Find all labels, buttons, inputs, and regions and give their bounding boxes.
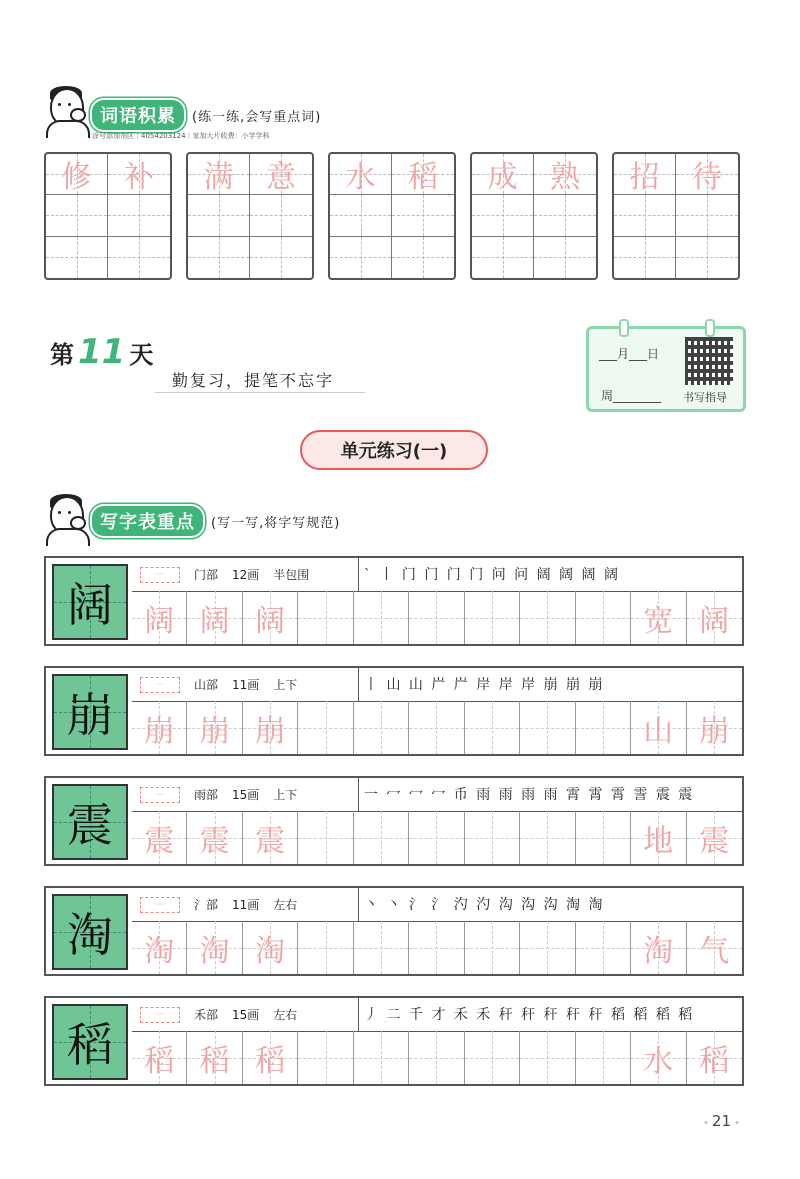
word-box[interactable] [328,152,456,280]
practice-cell[interactable] [687,701,742,754]
trace-character: 宽 [643,603,674,639]
trace-character: 崩 [144,713,175,749]
section-title-label: 写字表重点 [90,504,205,538]
practice-cell[interactable] [409,811,464,864]
trace-character: 稻 [255,1043,286,1079]
character-row [44,776,744,866]
trace-character: 稻 [144,1043,175,1079]
practice-cell[interactable] [132,591,187,644]
practice-grid [132,701,742,754]
practice-cell[interactable] [631,1031,686,1084]
practice-cell[interactable] [631,811,686,864]
practice-cell[interactable] [354,921,409,974]
practice-cell[interactable] [132,1031,187,1084]
motto-underline [155,392,365,393]
word-cell[interactable] [534,237,596,278]
radical: 门部 [194,568,219,582]
word-cell[interactable] [614,154,676,195]
calendar-card [586,326,746,412]
publisher-note: 涂号添加剂区｜4054203124｜家加大片收费：小学学科 [92,132,270,140]
trace-character: 阔 [144,603,175,639]
trace-character: 稻 [199,1043,230,1079]
practice-cell[interactable] [687,921,742,974]
practice-cell[interactable] [576,811,631,864]
word-cell[interactable] [108,195,170,236]
trace-character: 熟 [550,160,580,196]
word-cell[interactable] [250,237,312,278]
section-title-words [90,98,321,132]
practice-cell[interactable] [465,591,520,644]
word-box[interactable] [186,152,314,280]
trace-character: 阔 [199,603,230,639]
practice-cell[interactable] [465,921,520,974]
character-row [44,886,744,976]
radical: 山部 [194,678,219,692]
practice-cell[interactable] [520,591,575,644]
practice-cell[interactable] [298,701,353,754]
word-cell[interactable] [614,195,676,236]
trace-character: 震 [255,823,286,859]
structure: 左右 [273,1008,298,1022]
word-cell[interactable] [188,237,250,278]
pinyin-box[interactable]: ···· [140,897,180,913]
trace-character: 意 [266,160,296,196]
word-cell[interactable] [614,237,676,278]
trace-character: 淘 [255,933,286,969]
practice-cell[interactable] [576,921,631,974]
model-character: 震 [52,784,128,860]
word-cell[interactable] [676,154,738,195]
practice-cell[interactable] [687,591,742,644]
practice-cell[interactable] [520,1031,575,1084]
practice-cell[interactable] [132,811,187,864]
practice-cell[interactable] [409,921,464,974]
stroke-count: 15画 [232,1008,260,1022]
character-row [44,556,744,646]
word-cell[interactable] [250,195,312,236]
practice-cell[interactable] [631,921,686,974]
practice-cell[interactable] [243,591,298,644]
character-row [44,996,744,1086]
structure: 上下 [273,678,298,692]
word-cell[interactable] [472,195,534,236]
mascot-boy-icon [44,494,92,544]
practice-grid [132,1031,742,1084]
practice-cell[interactable] [354,591,409,644]
practice-cell[interactable] [187,811,242,864]
practice-cell[interactable] [298,1031,353,1084]
word-cell[interactable] [108,237,170,278]
page-number: • 21 • [700,1112,743,1130]
section-title-characters [90,504,340,538]
trace-character: 气 [699,933,730,969]
trace-character: 震 [199,823,230,859]
calendar-ring-icon [619,319,629,337]
mascot-boy-icon [44,86,92,136]
trace-character: 崩 [699,713,730,749]
word-cell[interactable] [46,154,108,195]
word-cell[interactable] [108,154,170,195]
practice-cell[interactable] [187,591,242,644]
word-cell[interactable] [188,195,250,236]
word-cell[interactable] [676,237,738,278]
practice-grid [132,811,742,864]
word-cell[interactable] [330,154,392,195]
trace-character: 崩 [199,713,230,749]
practice-cell[interactable] [465,1031,520,1084]
stroke-count: 12画 [232,568,260,582]
word-cell[interactable] [250,154,312,195]
structure: 半包围 [273,568,310,582]
trace-character: 淘 [199,933,230,969]
trace-character: 崩 [255,713,286,749]
pinyin-box[interactable]: ···· [140,1007,180,1023]
trace-character: 稻 [699,1043,730,1079]
week-field[interactable]: 周________ [601,389,662,403]
word-cell[interactable] [188,154,250,195]
structure: 左右 [273,898,298,912]
practice-cell[interactable] [520,701,575,754]
trace-character: 地 [643,823,674,859]
practice-cell[interactable] [132,921,187,974]
radical: 氵部 [194,898,219,912]
practice-cell[interactable] [187,921,242,974]
practice-grid [132,591,742,644]
practice-cell[interactable] [631,701,686,754]
practice-cell[interactable] [687,811,742,864]
word-cell[interactable] [392,237,454,278]
section-title-label: 词语积累 [90,98,186,132]
trace-character: 阔 [255,603,286,639]
practice-cell[interactable] [520,811,575,864]
character-row [44,666,744,756]
practice-cell[interactable] [187,1031,242,1084]
practice-cell[interactable] [576,1031,631,1084]
day-number: 11 [78,332,126,372]
motto-text: 勤复习，提笔不忘字 [172,371,335,390]
word-box[interactable] [612,152,740,280]
day-header [50,332,153,372]
word-cell[interactable] [472,237,534,278]
word-cell[interactable] [534,154,596,195]
word-cell[interactable] [676,195,738,236]
character-info [132,998,359,1031]
word-cell[interactable] [472,154,534,195]
practice-cell[interactable] [243,811,298,864]
word-cell[interactable] [392,154,454,195]
practice-cell[interactable] [465,811,520,864]
practice-cell[interactable] [132,701,187,754]
practice-cell[interactable] [354,1031,409,1084]
word-cell[interactable] [46,237,108,278]
model-character: 崩 [52,674,128,750]
day-suffix: 天 [129,341,154,369]
trace-character: 成 [487,160,518,196]
stroke-order: 丶 丶 氵 氵 汋 汋 沟 沟 沟 淘 淘 [364,897,605,913]
trace-character: 满 [203,160,234,196]
practice-cell[interactable] [576,591,631,644]
pinyin-box[interactable]: ···· [140,567,180,583]
practice-cell[interactable] [409,701,464,754]
practice-cell[interactable] [520,921,575,974]
trace-character: 阔 [699,603,730,639]
practice-cell[interactable] [687,1031,742,1084]
trace-character: 水 [345,160,376,196]
section-subtitle: (练一练,会写重点词) [192,109,322,125]
trace-character: 招 [629,160,660,196]
practice-cell[interactable] [243,701,298,754]
stroke-order: ` 丨 门 门 门 门 问 问 阔 阔 阔 阔 [364,567,620,583]
practice-cell[interactable] [243,921,298,974]
stroke-count: 11画 [232,898,260,912]
character-info [132,778,359,811]
practice-cell[interactable] [409,591,464,644]
practice-cell[interactable] [243,1031,298,1084]
stroke-order: 丨 山 山 屵 屵 岸 岸 岸 崩 崩 崩 [364,677,605,693]
practice-cell[interactable] [631,591,686,644]
pinyin-box[interactable]: ···· [140,677,180,693]
character-info [132,558,359,591]
section-subtitle: (写一写,将字写规范) [211,515,341,531]
word-box[interactable] [44,152,172,280]
trace-character: 淘 [144,933,175,969]
unit-title: 单元练习(一) [300,430,488,470]
calendar-ring-icon [705,319,715,337]
word-cell[interactable] [330,195,392,236]
trace-character: 水 [643,1043,674,1079]
stroke-count: 11画 [232,678,260,692]
word-cell[interactable] [392,195,454,236]
practice-cell[interactable] [465,701,520,754]
trace-character: 震 [144,823,175,859]
practice-cell[interactable] [354,701,409,754]
practice-grid [132,921,742,974]
stroke-order: 一 冖 冖 冖 币 雨 雨 雨 雨 霄 霄 霄 霅 震 震 [364,787,695,803]
radical: 禾部 [194,1008,219,1022]
practice-cell[interactable] [298,811,353,864]
practice-cell[interactable] [298,591,353,644]
practice-cell[interactable] [576,701,631,754]
practice-cell[interactable] [354,811,409,864]
word-cell[interactable] [46,195,108,236]
trace-character: 修 [61,160,92,196]
trace-character: 山 [643,713,674,749]
word-cell[interactable] [534,195,596,236]
trace-character: 淘 [643,933,674,969]
model-character: 淘 [52,894,128,970]
pinyin-box[interactable]: ···· [140,787,180,803]
day-prefix: 第 [50,341,74,369]
model-character: 阔 [52,564,128,640]
trace-character: 震 [699,823,730,859]
character-info [132,888,359,921]
qr-code-icon[interactable] [685,337,733,385]
radical: 雨部 [194,788,219,802]
date-field[interactable]: ___月___日 [599,347,660,361]
practice-cell[interactable] [409,1031,464,1084]
trace-character: 待 [692,160,722,196]
stroke-count: 15画 [232,788,260,802]
practice-cell[interactable] [298,921,353,974]
word-box[interactable] [470,152,598,280]
trace-character: 补 [124,160,154,196]
structure: 上下 [273,788,298,802]
qr-label: 书写指导 [683,391,727,404]
model-character: 稻 [52,1004,128,1080]
word-cell[interactable] [330,237,392,278]
character-info [132,668,359,701]
trace-character: 稻 [408,160,438,196]
practice-cell[interactable] [187,701,242,754]
stroke-order: 丿 二 千 才 禾 禾 秆 秆 秆 秆 秆 稻 稻 稻 稻 [364,1007,695,1023]
